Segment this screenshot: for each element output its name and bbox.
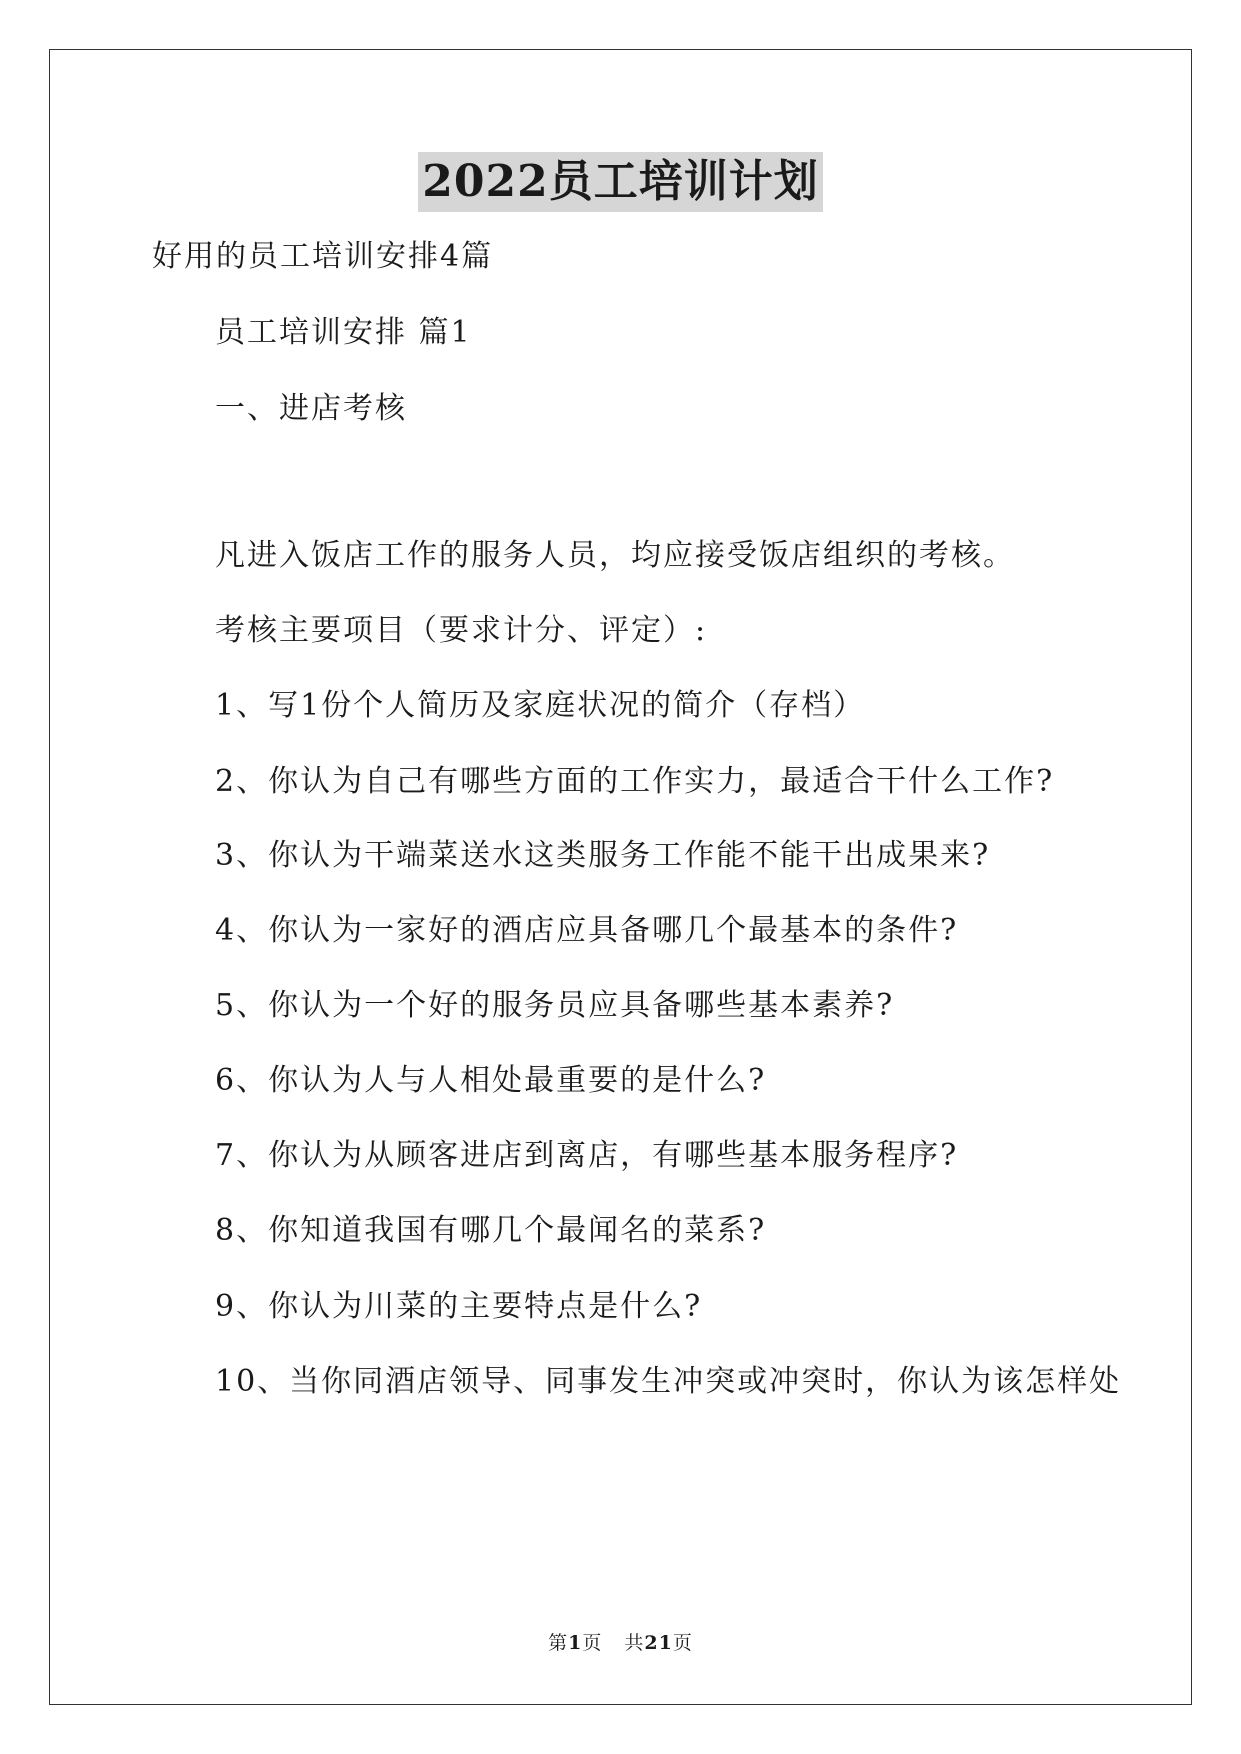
total-suffix: 页 <box>672 1632 693 1654</box>
list-item: 2、你认为自己有哪些方面的工作实力，最适合干什么工作? <box>215 764 1055 799</box>
list-item: 9、你认为川菜的主要特点是什么? <box>215 1289 703 1324</box>
paragraph: 考核主要项目（要求计分、评定）: <box>215 613 708 648</box>
page-suffix: 页 <box>582 1632 603 1654</box>
list-item: 1、写1份个人简历及家庭状况的简介（存档） <box>215 688 866 723</box>
page-border <box>49 49 1192 1705</box>
list-item: 8、你知道我国有哪几个最闻名的菜系? <box>215 1213 767 1248</box>
intro-line: 好用的员工培训安排4篇 <box>152 239 494 274</box>
section-heading: 员工培训安排 篇1 <box>215 315 472 350</box>
list-item: 10、当你同酒店领导、同事发生冲突或冲突时，你认为该怎样处 <box>215 1364 1122 1399</box>
document-title: 2022员工培训计划 <box>418 152 822 212</box>
list-item: 5、你认为一个好的服务员应具备哪些基本素养? <box>215 988 895 1023</box>
page-prefix: 第 <box>548 1632 569 1654</box>
paragraph: 凡进入饭店工作的服务人员，均应接受饭店组织的考核。 <box>215 538 1015 573</box>
page-footer <box>0 1630 1241 1656</box>
title-container <box>0 152 1241 212</box>
total-pages: 21 <box>644 1632 673 1654</box>
list-item: 6、你认为人与人相处最重要的是什么? <box>215 1063 767 1098</box>
subsection-heading: 一、进店考核 <box>215 391 407 426</box>
page-number: 1 <box>568 1632 583 1654</box>
list-item: 7、你认为从顾客进店到离店，有哪些基本服务程序? <box>215 1138 959 1173</box>
total-prefix: 共 <box>624 1632 645 1654</box>
list-item: 4、你认为一家好的酒店应具备哪几个最基本的条件? <box>215 913 959 948</box>
list-item: 3、你认为干端菜送水这类服务工作能不能干出成果来? <box>215 838 991 873</box>
